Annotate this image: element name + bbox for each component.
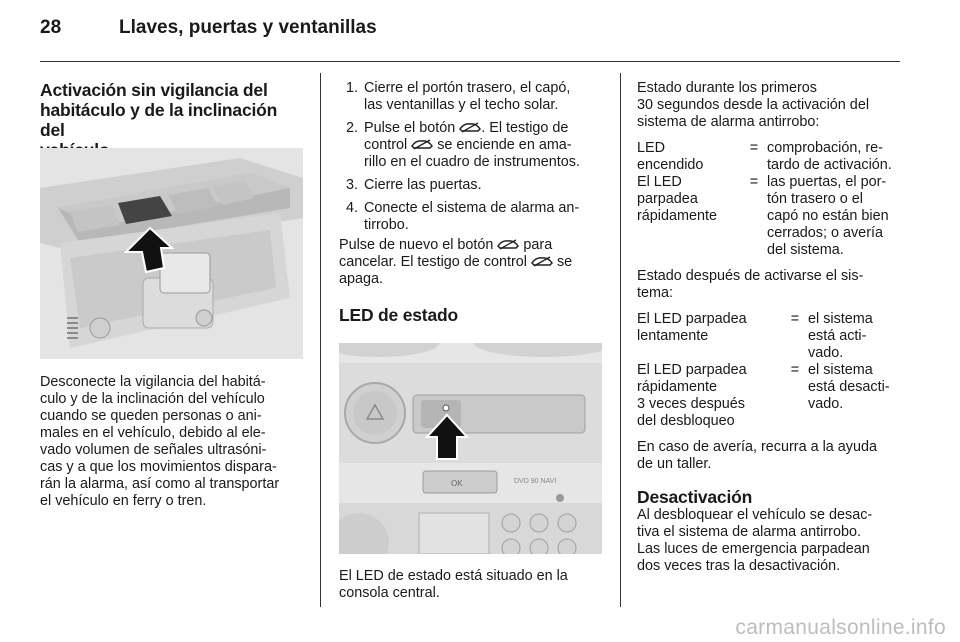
center-console-illustration <box>339 343 602 554</box>
text-line: tirrobo. <box>364 217 409 233</box>
text-line: rán la alarma, así como al transportar <box>40 476 280 492</box>
text-line: de un taller. <box>637 456 712 472</box>
car-sensor-icon <box>497 239 519 250</box>
text-line: Cierre las puertas. <box>364 177 482 193</box>
heading-line: habitáculo y de la inclinación del <box>40 100 278 140</box>
table-cell-left <box>637 174 741 259</box>
header-rule <box>40 61 900 62</box>
text-part: para <box>519 237 553 253</box>
text-line: Conecte el sistema de alarma an- <box>364 200 580 216</box>
table-cell-left <box>637 311 782 362</box>
text-line: El LED parpadea <box>637 362 747 378</box>
text-line: Las luces de emergencia parpadean <box>637 541 870 557</box>
step-1 <box>339 80 605 114</box>
text-part: se enciende en ama- <box>433 137 572 153</box>
car-sensor-icon <box>531 256 553 267</box>
text-line: males en el vehículo, debido al ele- <box>40 425 266 441</box>
text-line: cerrados; o avería <box>767 225 883 241</box>
led-caption <box>339 568 605 602</box>
status-table-1 <box>637 140 903 259</box>
table-cell-right <box>767 174 903 259</box>
text-line: el sistema <box>808 311 873 327</box>
text-part: Pulse de nuevo el botón <box>339 237 498 253</box>
column-divider-2 <box>620 73 621 607</box>
page-number: 28 <box>40 17 62 38</box>
text-line: tiva el sistema de alarma antirrobo. <box>637 524 861 540</box>
text-line: está acti- <box>808 328 867 344</box>
text-line: tardo de activación. <box>767 157 892 173</box>
text-line: apaga. <box>339 271 384 287</box>
step-number: 1. <box>346 80 359 96</box>
text-line: rillo en el cuadro de instrumentos. <box>364 154 580 170</box>
text-part: control <box>364 137 412 153</box>
text-line: En caso de avería, recurra a la ayuda <box>637 439 877 455</box>
text-line: las puertas, el por- <box>767 174 887 190</box>
table-cell-left <box>637 140 741 174</box>
column-2 <box>339 80 605 325</box>
center-console-image <box>339 343 602 554</box>
text-line <box>339 254 605 271</box>
text-line: encendido <box>637 157 704 173</box>
text-line: cuando se queden personas o ani- <box>40 408 262 424</box>
text-line: Cierre el portón trasero, el capó, <box>364 80 571 96</box>
cancel-paragraph <box>339 237 605 288</box>
text-line: rápidamente <box>637 208 717 224</box>
text-line: vado. <box>808 345 844 361</box>
equals-sign: = <box>749 174 759 190</box>
table-cell-right <box>808 311 903 362</box>
text-line: el sistema <box>808 362 873 378</box>
equals-sign: = <box>790 311 800 327</box>
text-line: del sistema. <box>767 242 844 258</box>
table-cell-left <box>637 362 782 430</box>
roof-console-image <box>40 148 303 359</box>
text-line: El LED <box>637 174 682 190</box>
text-line: capó no están bien <box>767 208 889 224</box>
text-part: se <box>552 254 573 270</box>
text-line: cas y a que los movimientos dispara- <box>40 459 277 475</box>
step-2 <box>339 120 605 171</box>
section-heading-deactivation: Desactivación <box>637 487 753 507</box>
text-line: rápidamente <box>637 379 717 395</box>
step-number: 2. <box>346 120 359 136</box>
table-cell-right <box>808 362 903 430</box>
car-sensor-icon <box>411 139 433 150</box>
status-table-2 <box>637 311 903 430</box>
text-line: 3 veces después <box>637 396 746 412</box>
step-number: 4. <box>346 200 359 216</box>
text-line: sistema de alarma antirrobo: <box>637 114 820 130</box>
text-line: vado. <box>808 396 844 412</box>
step-3 <box>339 177 605 194</box>
text-line: consola central. <box>339 585 440 601</box>
column-divider-1 <box>320 73 321 607</box>
text-line: culo y de la inclinación del vehículo <box>40 391 265 407</box>
col1-paragraph <box>40 374 306 510</box>
text-line: Estado durante los primeros <box>637 80 817 96</box>
text-part: Pulse el botón <box>364 120 460 136</box>
intro-paragraph <box>637 80 903 131</box>
text-line: está desacti- <box>808 379 890 395</box>
text-line: comprobación, re- <box>767 140 883 156</box>
watermark: carmanualsonline.info <box>735 616 946 639</box>
text-line <box>364 137 605 154</box>
text-part: . El testigo de <box>481 120 569 136</box>
text-line: el vehículo en ferry o tren. <box>40 493 207 509</box>
console-dvd-label: DVD 90 NAVI <box>514 478 557 485</box>
text-line: LED <box>637 140 665 156</box>
text-line: las ventanillas y el techo solar. <box>364 97 559 113</box>
heading-line: Activación sin vigilancia del <box>40 80 268 100</box>
fault-paragraph <box>637 439 903 473</box>
text-line: Desconecte la vigilancia del habitá- <box>40 374 266 390</box>
text-line: vado volumen de señales ultrasóni- <box>40 442 267 458</box>
text-line: Estado después de activarse el sis- <box>637 268 864 284</box>
equals-sign: = <box>749 140 759 156</box>
console-ok-label: OK <box>451 479 463 488</box>
after-paragraph <box>637 268 903 302</box>
column-3 <box>637 80 903 575</box>
text-line: lentamente <box>637 328 709 344</box>
steps-list <box>339 80 605 234</box>
text-line: dos veces tras la desactivación. <box>637 558 841 574</box>
step-4 <box>339 200 605 234</box>
page-title: Llaves, puertas y ventanillas <box>119 17 377 38</box>
text-line: El LED parpadea <box>637 311 747 327</box>
text-line: tema: <box>637 285 673 301</box>
section-heading-led: LED de estado <box>339 305 458 325</box>
text-line: del desbloqueo <box>637 413 735 429</box>
table-cell-right <box>767 140 903 174</box>
text-line: El LED de estado está situado en la <box>339 568 568 584</box>
roof-console-illustration <box>40 148 303 359</box>
text-line: 30 segundos desde la activación del <box>637 97 870 113</box>
text-line: Al desbloquear el vehículo se desac- <box>637 507 873 523</box>
car-sensor-icon <box>459 122 481 133</box>
text-line: tón trasero o el <box>767 191 863 207</box>
text-line: parpadea <box>637 191 698 207</box>
equals-sign: = <box>790 362 800 378</box>
text-line <box>339 237 605 254</box>
text-line <box>364 120 605 137</box>
text-part: cancelar. El testigo de control <box>339 254 531 270</box>
deactivation-paragraph <box>637 507 903 575</box>
step-number: 3. <box>346 177 359 193</box>
